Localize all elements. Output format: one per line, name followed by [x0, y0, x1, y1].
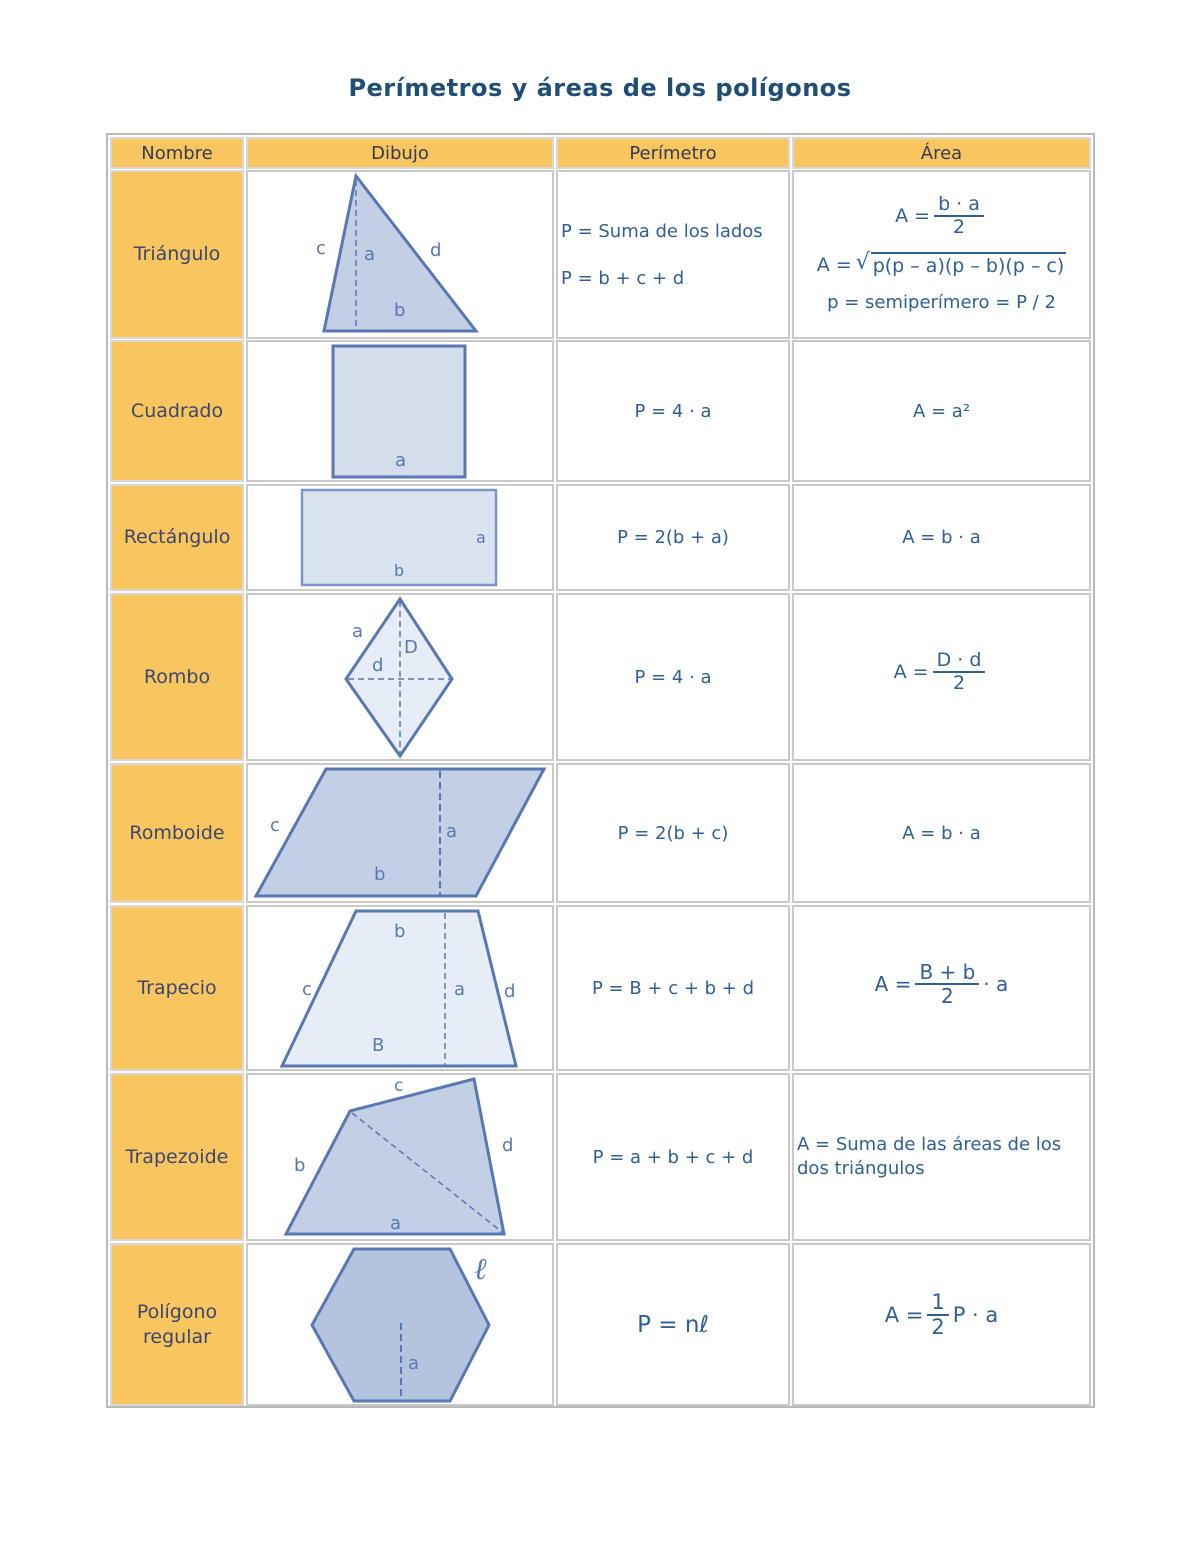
perimeter-trapezoide: P = a + b + c + d [556, 1073, 790, 1241]
drawing-trapezoide [246, 1073, 554, 1241]
label-d: d [372, 655, 384, 676]
trapezoid-irregular-shape [248, 1075, 552, 1239]
area-cuadrado: A = a² [792, 340, 1091, 482]
label-a: a [476, 528, 486, 547]
row-name-cuadrado: Cuadrado [110, 340, 244, 482]
area-formula: A = $\frac{B + b}{2}$ · a [874, 960, 1009, 1008]
label-a: a [352, 621, 364, 642]
fraction: $\frac{D \cdot d}{2}$ [933, 650, 986, 694]
label-c: c [316, 238, 326, 259]
area-romboide: A = b · a [792, 763, 1091, 903]
label-d: d [502, 1135, 514, 1156]
hexagon-shape [248, 1245, 552, 1404]
label-a: a [446, 821, 458, 842]
area-rombo [792, 593, 1091, 761]
perimeter-trapecio: P = B + c + b + d [556, 905, 790, 1071]
drawing-trapecio [246, 905, 554, 1071]
row-name-rectangulo: Rectángulo [110, 484, 244, 591]
label-B: B [372, 1035, 385, 1056]
row-name-triangulo: Triángulo [110, 170, 244, 339]
area-rectangulo: A = b · a [792, 484, 1091, 591]
parallelogram-shape [248, 765, 552, 901]
area-line-1: A = Suma de las áreas de los [797, 1134, 1062, 1155]
area-trapezoide [792, 1073, 1091, 1241]
label-a: a [454, 979, 466, 1000]
row-name-romboide: Romboide [110, 763, 244, 903]
rectangle-shape [248, 486, 552, 589]
label-c: c [302, 979, 312, 1000]
perimeter-line-2: P = b + c + d [561, 267, 685, 289]
label-a: a [364, 244, 376, 265]
area-note: p = semiperímero = P / 2 [827, 292, 1056, 313]
label-b: b [394, 561, 405, 580]
perimeter-cuadrado: P = 4 · a [556, 340, 790, 482]
drawing-romboide [246, 763, 554, 903]
page-title: Perímetros y áreas de los polígonos [348, 74, 852, 102]
area-formula: A = $\frac{1}{2}$ P · a [884, 1290, 999, 1340]
label-l: ℓ [474, 1252, 487, 1287]
header-area: Área [792, 137, 1091, 169]
label-b: b [394, 921, 406, 942]
header-perimetro: Perímetro [556, 137, 790, 169]
triangle-shape [248, 172, 552, 337]
fraction: $\frac{b \cdot a}{2}$ [934, 194, 984, 238]
perimeter-poligono: P = nℓ [556, 1243, 790, 1406]
row-name-trapecio: Trapecio [110, 905, 244, 1071]
perimeter-line-1: P = Suma de los lados [561, 220, 763, 242]
label-d: d [504, 981, 516, 1002]
area-line-2: dos triángulos [797, 1158, 925, 1179]
header-dibujo: Dibujo [246, 137, 554, 169]
label-b: b [394, 300, 406, 321]
perimeter-romboide: P = 2(b + c) [556, 763, 790, 903]
label-b: b [294, 1155, 306, 1176]
perimeter-rombo: P = 4 · a [556, 593, 790, 761]
label-d: d [430, 240, 442, 261]
perimeter-triangulo [556, 170, 790, 339]
drawing-poligono [246, 1243, 554, 1406]
square-root: √ p(p – a)(p – b)(p – c) [855, 250, 1065, 277]
label-b: b [374, 864, 386, 885]
area-formula: A = $\frac{D \cdot d}{2}$ [794, 650, 1089, 694]
perimeter-rectangulo: P = 2(b + a) [556, 484, 790, 591]
drawing-rombo [246, 593, 554, 761]
area-formula-heron: A = √ p(p – a)(p – b)(p – c) [816, 250, 1065, 277]
area-formula-base-height: A = $\frac{b \cdot a}{2}$ [794, 194, 1089, 238]
row-name-trapezoide: Trapezoide [110, 1073, 244, 1241]
area-triangulo [792, 170, 1091, 339]
row-name-rombo: Rombo [110, 593, 244, 761]
polygon-table [106, 133, 1095, 1408]
drawing-triangulo [246, 170, 554, 339]
row-name-poligono: Polígono regular [110, 1243, 244, 1406]
fraction: $\frac{1}{2}$ [927, 1291, 948, 1339]
label-a: a [395, 450, 407, 471]
area-poligono [792, 1243, 1091, 1406]
label-a: a [408, 1353, 420, 1374]
drawing-cuadrado [246, 340, 554, 482]
fraction: $\frac{B + b}{2}$ [915, 961, 979, 1007]
drawing-rectangulo [246, 484, 554, 591]
rhombus-shape [248, 595, 552, 759]
label-a: a [390, 1213, 402, 1234]
trapezoid-shape [248, 907, 552, 1069]
square-shape [248, 342, 552, 480]
label-c: c [270, 815, 280, 836]
label-c: c [394, 1076, 404, 1096]
area-trapecio [792, 905, 1091, 1071]
header-nombre: Nombre [110, 137, 244, 169]
label-D: D [404, 637, 418, 658]
